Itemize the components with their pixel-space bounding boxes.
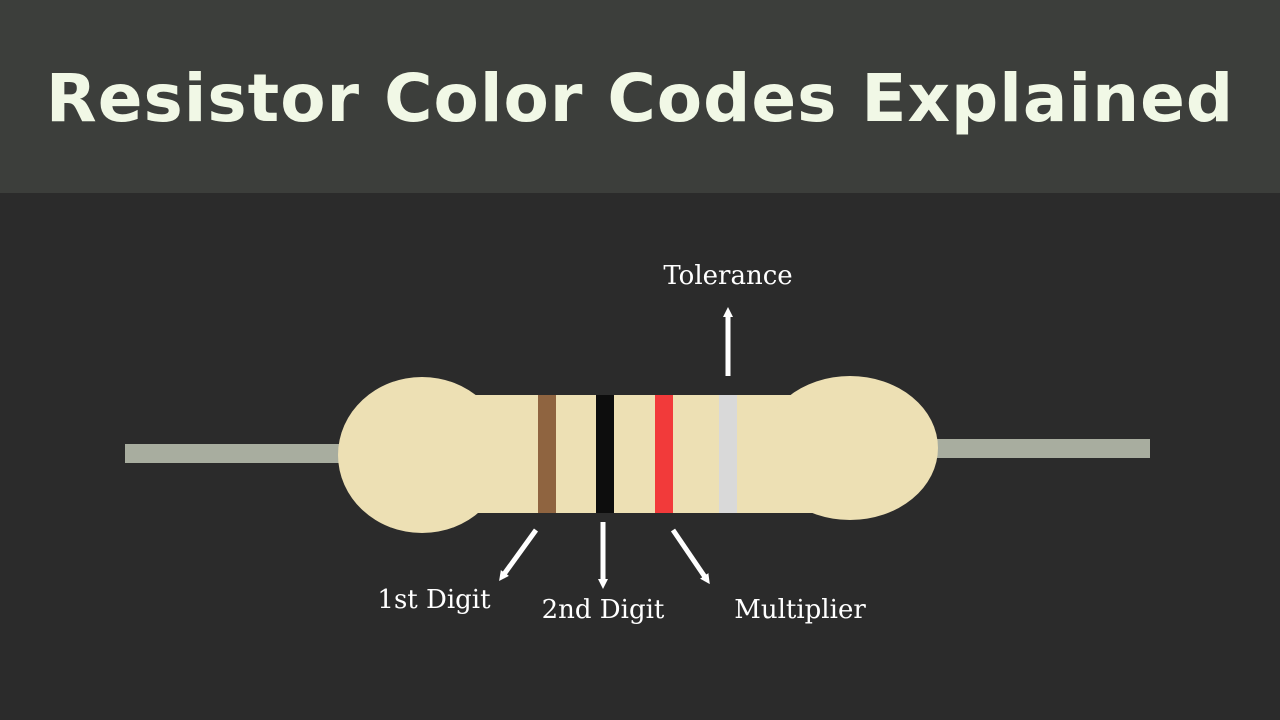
page-title: Resistor Color Codes Explained bbox=[45, 60, 1235, 137]
band-first-digit bbox=[538, 395, 556, 513]
first-digit-label: 1st Digit bbox=[377, 585, 491, 615]
left-lead-wire bbox=[125, 444, 355, 463]
resistor-right-cap bbox=[762, 376, 938, 520]
right-lead-wire bbox=[920, 439, 1150, 458]
second-digit-label: 2nd Digit bbox=[541, 595, 665, 625]
band-tolerance bbox=[719, 395, 737, 513]
band-second-digit bbox=[596, 395, 614, 513]
resistor-body bbox=[338, 376, 938, 533]
multiplier-label: Multiplier bbox=[734, 595, 866, 625]
first-digit-arrow-icon bbox=[502, 530, 536, 577]
multiplier-arrow-icon bbox=[673, 530, 707, 580]
band-multiplier bbox=[655, 395, 673, 513]
tolerance-label: Tolerance bbox=[663, 261, 793, 291]
